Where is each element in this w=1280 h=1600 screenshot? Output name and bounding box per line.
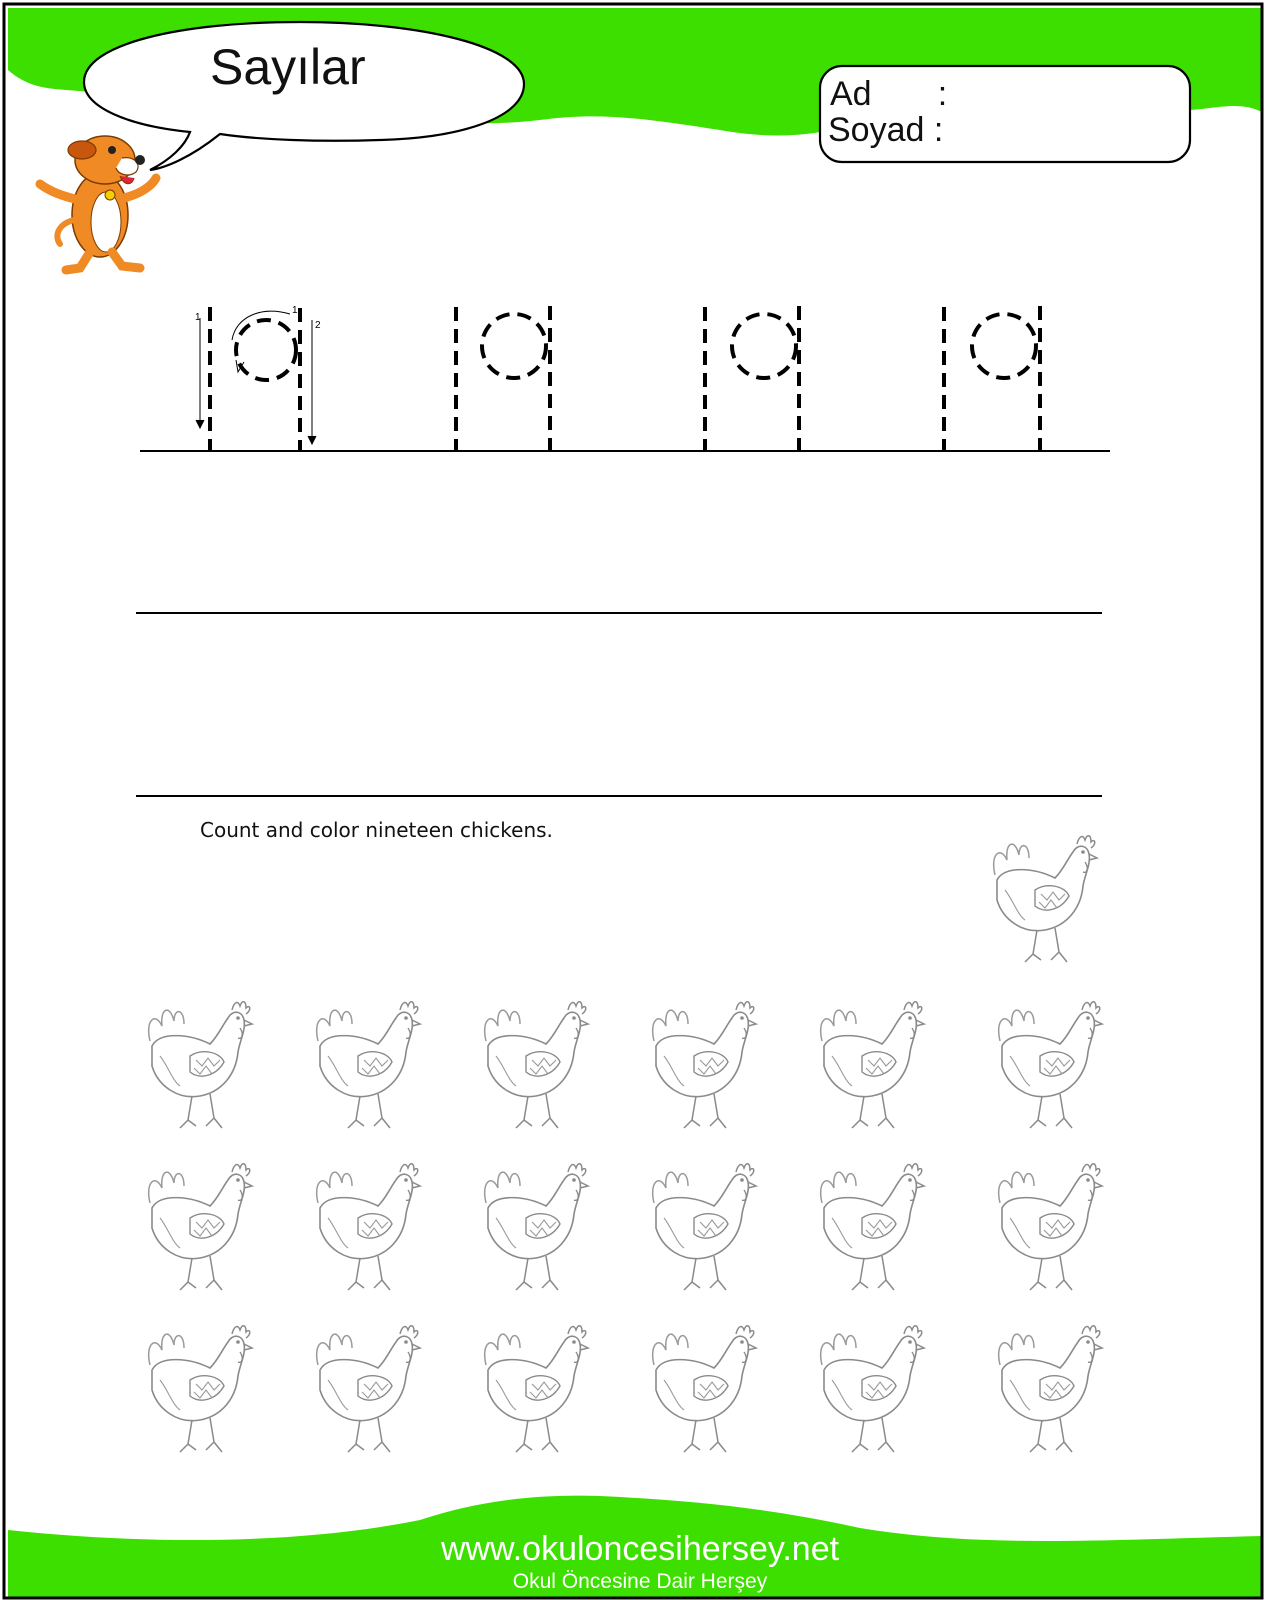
- footer-subtitle: Okul Öncesine Dair Herşey: [512, 1570, 768, 1593]
- chicken-icon[interactable]: [821, 1002, 924, 1128]
- stroke-number-1b: 1: [292, 305, 298, 316]
- chicken-icon[interactable]: [994, 836, 1097, 962]
- soyad-label: Soyad :: [828, 111, 944, 149]
- worksheet-title: Sayılar: [210, 39, 366, 95]
- tracing-number-19-2: [456, 306, 550, 450]
- soyad-field[interactable]: [960, 114, 1170, 148]
- chicken-icon[interactable]: [317, 1326, 420, 1452]
- chicken-icon[interactable]: [653, 1002, 756, 1128]
- chicken-icon[interactable]: [149, 1002, 252, 1128]
- dog-mascot-icon: [40, 136, 156, 270]
- chicken-icon[interactable]: [999, 1326, 1102, 1452]
- chicken-icon[interactable]: [317, 1164, 420, 1290]
- chicken-icon[interactable]: [149, 1164, 252, 1290]
- footer-url: www.okuloncesihersey.net: [440, 1530, 840, 1568]
- chicken-icon[interactable]: [485, 1002, 588, 1128]
- tracing-number-19-3: [705, 306, 799, 450]
- chicken-icon[interactable]: [485, 1326, 588, 1452]
- chicken-icon[interactable]: [821, 1326, 924, 1452]
- chicken-icon[interactable]: [653, 1326, 756, 1452]
- chicken-icon[interactable]: [485, 1164, 588, 1290]
- tracing-number-19-1: [210, 307, 300, 450]
- chicken-icon[interactable]: [653, 1164, 756, 1290]
- stroke-number-2: 2: [315, 320, 321, 331]
- ad-field[interactable]: [960, 78, 1170, 112]
- chicken-icon[interactable]: [999, 1002, 1102, 1128]
- chicken-icon[interactable]: [999, 1164, 1102, 1290]
- chicken-icon[interactable]: [317, 1002, 420, 1128]
- stroke-number-1a: 1: [195, 312, 201, 323]
- chicken-icon[interactable]: [821, 1164, 924, 1290]
- exercise-instruction: Count and color nineteen chickens.: [200, 818, 553, 842]
- tracing-number-19-4: [944, 306, 1040, 450]
- ad-label: Ad :: [830, 75, 948, 113]
- chicken-icon[interactable]: [149, 1326, 252, 1452]
